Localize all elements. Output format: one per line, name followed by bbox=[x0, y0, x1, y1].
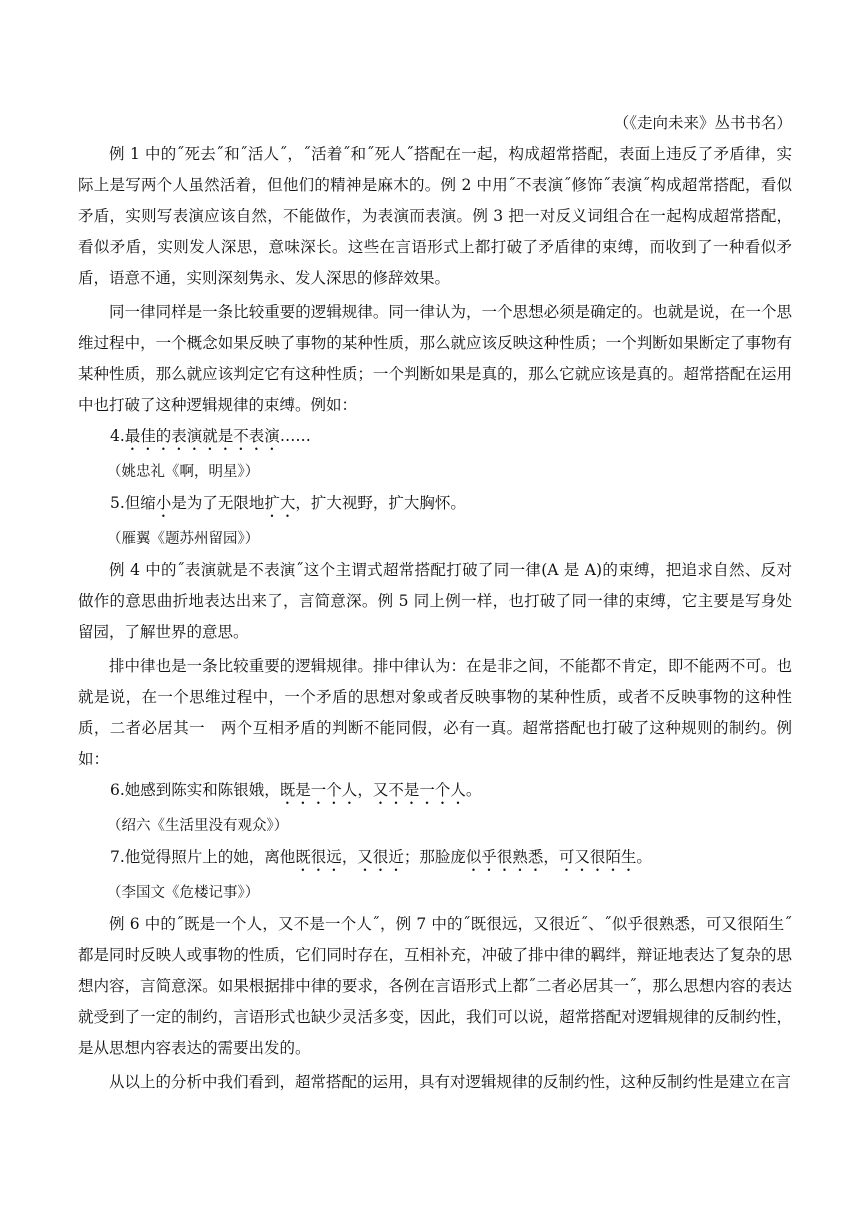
example-7-source: （李国文《危楼记事》） bbox=[107, 885, 260, 901]
paragraph-3: 例 4 中的˝表演就是不表演˝这个主谓式超常搭配打破了同一律(A 是 A)的束缚，把追求自然、反对做作的意思曲折地表达出来了，言简意深。例 5 同上例一样，也打破了同一律的束缚，它主要是写身处留园，了解世界的意思。 bbox=[78, 561, 792, 641]
example-6: 6.她感到陈实和陈银娥，既是一个人，又不是一个人。 bbox=[110, 781, 482, 799]
example-5: 5.但缩小是为了无限地扩大，扩大视野，扩大胸怀。 bbox=[110, 494, 466, 512]
example-6-source: （绍六《生活里没有观众》） bbox=[107, 818, 289, 834]
source-citation-top: （《走向未来》丛书书名） bbox=[613, 114, 792, 132]
paragraph-5: 例 6 中的˝既是一个人，又不是一个人˝，例 7 中的˝既很远，又很近˝、˝似乎很熟悉，可又很陌生˝都是同时反映人或事物的性质，它们同时存在，互相补充，冲破了排中律的羁绊，辩证地表达了复杂的思想内容，言简意深。如果根据排中律的要求，各例在言语形式上都˝二者必居其一˝，那么思想内容的表达就受到了一定的制约，言语形式也缺少灵活多变，因此，我们可以说，超常搭配对逻辑规律的反制约性，是从思想内容表达的需要出发的。 bbox=[78, 915, 792, 1057]
example-4: 4.最佳的表演就是不表演…… bbox=[110, 427, 311, 445]
example-5-source: （雁翼《题苏州留园》） bbox=[107, 531, 260, 547]
paragraph-2: 同一律同样是一条比较重要的逻辑规律。同一律认为，一个思想必须是确定的。也就是说，在一个思维过程中，一个概念如果反映了事物的某种性质，那么就应该反映这种性质；一个判断如果断定了事物有某种性质，那么就应该判定它有这种性质；一个判断如果是真的，那么它就应该是真的。超常搭配在运用中也打破了这种逻辑规律的束缚。例如： bbox=[78, 303, 792, 414]
paragraph-6: 从以上的分析中我们看到，超常搭配的运用，具有对逻辑规律的反制约性，这种反制约性是建立在言 bbox=[109, 1073, 792, 1091]
paragraph-1: 例 1 中的˝死去˝和˝活人˝，˝活着˝和˝死人˝搭配在一起，构成超常搭配，表面上违反了矛盾律，实际上是写两个人虽然活着，但他们的精神是麻木的。例 2 中用˝不表演˝修饰˝表演˝构成超常搭配，看似矛盾，实则写表演应该自然，不能做作，为表演而表演。例 3 把一对反义词组合在一起构成超常搭配，看似矛盾，实则发人深思，意味深长。这些在言语形式上都打破了矛盾律的束缚，而收到了一种看似矛盾，语意不通，实则深刻隽永、发人深思的修辞效果。 bbox=[78, 145, 793, 287]
example-4-source: （姚忠礼《啊，明星》） bbox=[107, 464, 260, 480]
paragraph-4: 排中律也是一条比较重要的逻辑规律。排中律认为：在是非之间，不能都不肯定，即不能两不可。也就是说，在一个思维过程中，一个矛盾的思想对象或者反映事物的某种性质，或者不反映事物的这种性质，二者必居其一 两个互相矛盾的判断不能同假，必有一真。超常搭配也打破了这种规则的制约。例如： bbox=[78, 657, 792, 768]
example-7: 7.他觉得照片上的她，离他既很远，又很近；那脸庞似乎很熟悉，可又很陌生。 bbox=[110, 848, 652, 866]
article-body bbox=[78, 108, 792, 1098]
